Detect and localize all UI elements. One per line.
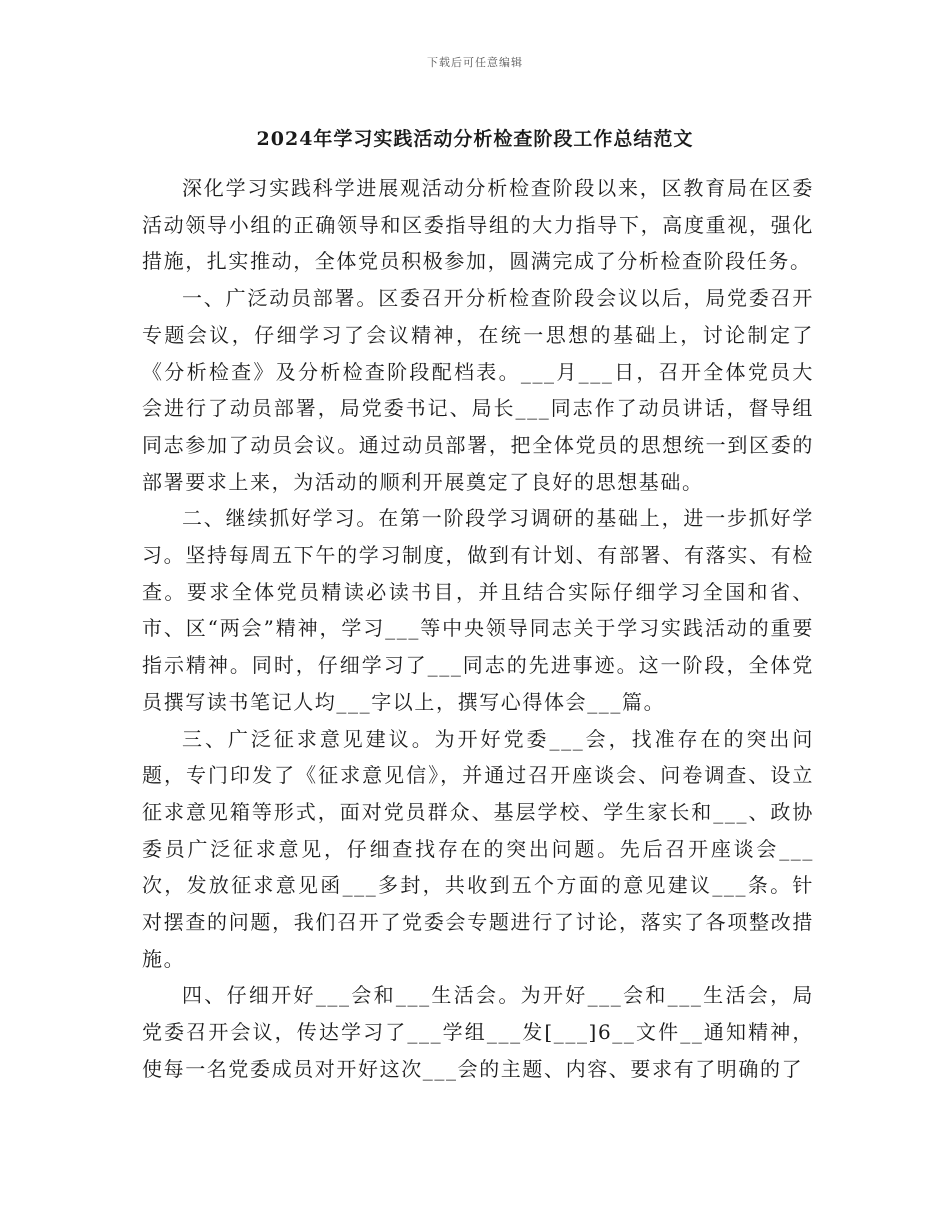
header-note: 下载后可任意编辑 <box>427 56 523 69</box>
paragraph-section-2: 二、继续抓好学习。在第一阶段学习调研的基础上，进一步抓好学习。坚持每周五下午的学习制度，做到有计划、有部署、有落实、有检查。要求全体党员精读必读书目，并且结合实际仔细学习全国和省、市、区“两会”精神，学习___等中央领导同志关于学习实践活动的重要指示精神。同时，仔细学习了___同志的先进事迹。这一阶段，全体党员撰写读书笔记人均___字以上，撰写心得体会___篇。 <box>142 506 814 714</box>
paragraph-section-3: 三、广泛征求意见建议。为开好党委___会，找准存在的突出问题，专门印发了《征求意见信》，并通过召开座谈会、问卷调查、设立征求意见箱等形式，面对党员群众、基层学校、学生家长和___、政协委员广泛征求意见，仔细查找存在的突出问题。先后召开座谈会___次，发放征求意见函___多封，共收到五个方面的意见建议___条。针对摆查的问题，我们召开了党委会专题进行了讨论，落实了各项整改措施。 <box>142 726 814 971</box>
document-title: 2024年学习实践活动分析检查阶段工作总结范文 <box>256 128 694 150</box>
paragraph-intro: 深化学习实践科学进展观活动分析检查阶段以来，区教育局在区委活动领导小组的正确领导和区委指导组的大力指导下，高度重视，强化措施，扎实推动，全体党员积极参加，圆满完成了分析检查阶段任务。 <box>142 176 814 274</box>
paragraph-section-1: 一、广泛动员部署。区委召开分析检查阶段会议以后，局党委召开专题会议，仔细学习了会议精神，在统一思想的基础上，讨论制定了《分析检查》及分析检查阶段配档表。___月___日，召开全体党员大会进行了动员部署，局党委书记、局长___同志作了动员讲话，督导组同志参加了动员会议。通过动员部署，把全体党员的思想统一到区委的部署要求上来，为活动的顺利开展奠定了良好的思想基础。 <box>142 286 814 494</box>
paragraph-section-4: 四、仔细开好___会和___生活会。为开好___会和___生活会，局党委召开会议，传达学习了___学组___发[___]6__文件__通知精神，使每一名党委成员对开好这次___会的主题、内容、要求有了明确的了 <box>142 983 814 1081</box>
document-body <box>142 170 814 1088</box>
